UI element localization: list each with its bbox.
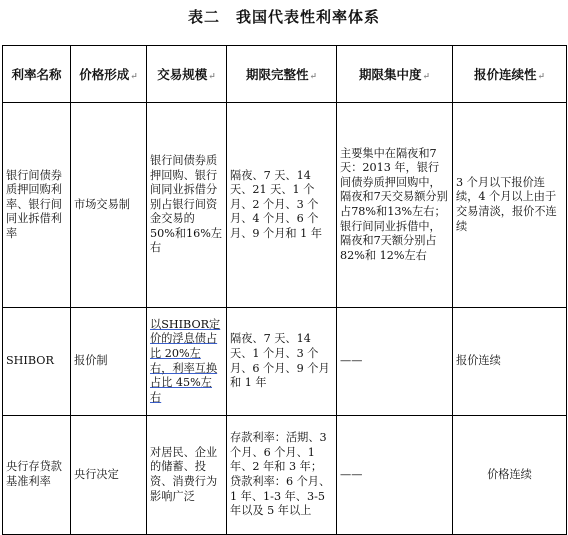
cell-rate-name: 银行间债券质押回购利率、银行间同业拆借利率: [3, 103, 71, 308]
table-row: [3, 103, 567, 308]
cell-continuity: 报价连续: [453, 308, 567, 416]
cell-continuity: 价格连续: [453, 416, 567, 535]
table-title: 表二 我国代表性利率体系: [187, 8, 380, 26]
header-pricing: 价格形成↵: [71, 46, 147, 103]
header-concentration: 期限集中度↵: [337, 46, 453, 103]
header-continuity: 报价连续性↵: [453, 46, 567, 103]
interest-rate-table: [2, 45, 567, 535]
table-row: [3, 308, 567, 416]
cell-term: 隔夜、7 天、14 天、1 个月、3 个月、6 个月、9 个月和 1 年: [227, 308, 337, 416]
cell-concentration: 主要集中在隔夜和7天：2013 年，银行间债券质押回购中，隔夜和7天交易额分别占78%和13%左右；银行间同业拆借中，隔夜和7天额分别占 82%和 12%左右: [337, 103, 453, 308]
cell-concentration: ——: [337, 416, 453, 535]
cell-concentration: ——: [337, 308, 453, 416]
cell-continuity: 3 个月以下报价连续，4 个月以上由于交易清淡，报价不连续: [453, 103, 567, 308]
cell-pricing: 央行决定: [71, 416, 147, 535]
header-scale: 交易规模↵: [147, 46, 227, 103]
header-term: 期限完整性↵: [227, 46, 337, 103]
header-rate-name: 利率名称: [3, 46, 71, 103]
cell-pricing: 市场交易制: [71, 103, 147, 308]
header-row: [3, 46, 567, 103]
cell-rate-name: 央行存贷款基准利率: [3, 416, 71, 535]
cell-rate-name: SHIBOR: [3, 308, 71, 416]
cell-scale: 对居民、企业的储蓄、投资、消费行为影响广泛: [147, 416, 227, 535]
cell-scale: 银行间债券质押回购、银行间同业拆借分别占银行间资金交易的 50%和16%左右: [147, 103, 227, 308]
cell-term: 隔夜、7 天、14 天、21 天、1 个月、2 个月、3 个月、4 个月、6 个月、9 个月和 1 年: [227, 103, 337, 308]
cell-scale: 以SHIBOR定价的浮息债占比 20%左右，利率互换占比 45%左右: [147, 308, 227, 416]
table-row: [3, 416, 567, 535]
cell-term: 存款利率：活期、3 个月、6 个月、1 年、2 年和 3 年；贷款利率：6 个月、1 年、1-3 年、3-5 年以及 5 年以上: [227, 416, 337, 535]
cell-pricing: 报价制: [71, 308, 147, 416]
